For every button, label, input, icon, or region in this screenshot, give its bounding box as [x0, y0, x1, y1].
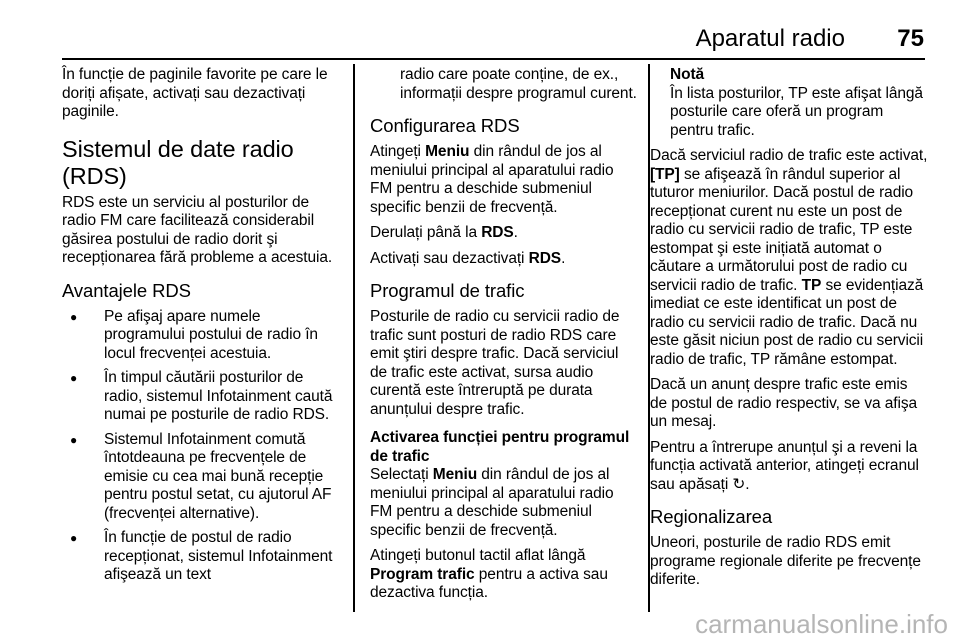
column-3 — [650, 66, 928, 597]
heading-traffic-program: Programul de trafic — [370, 280, 525, 301]
heading-rds: Sistemul de date radio (RDS) — [62, 135, 294, 189]
note-box — [650, 66, 928, 140]
list-item: ● Pe afişaj apare numele programului postului de radio în locul frecvenței acestuia. — [70, 307, 318, 362]
list-item: ● Sistemul Infotainment comută întotdeauna pe frecvențele de emisie cu cea mai bună recepție pentru postul setat, cu ajutorul AF (frecvenței alternative). — [70, 430, 332, 522]
heading-rds-config: Configurarea RDS — [370, 115, 520, 136]
watermark: carmanualsonline.info — [695, 609, 948, 639]
paragraph-scroll-rds: Derulați până la RDS. — [370, 224, 518, 241]
back-icon: ↻ — [732, 475, 746, 493]
note-text: În lista posturilor, TP este afişat lângă posturile care oferă un program pentru trafic. — [670, 84, 923, 139]
running-header-title: Aparatul radio — [695, 25, 845, 52]
header-rule — [62, 58, 925, 60]
paragraph-favourites: În funcție de paginile favorite pe care le doriți afișate, activați sau dezactivați paginile. — [62, 66, 328, 120]
bullet-icon: ● — [70, 309, 78, 324]
heading-rds-advantages: Avantajele RDS — [62, 279, 191, 301]
paragraph-traffic-announcement: Dacă un anunț despre trafic este emis de postul de radio respectiv, se va afişa un mesaj. — [650, 376, 918, 430]
note-title: Notă — [670, 66, 705, 83]
column-2 — [370, 66, 638, 610]
bullet-icon: ● — [70, 531, 78, 545]
paragraph-rds-intro: RDS este un serviciu al posturilor de radio FM care facilitează considerabil găsirea postului de radio dorit şi recepționarea fără probleme a acestuia. — [62, 193, 333, 266]
page-number: 75 — [897, 25, 924, 52]
rds-advantages-list — [62, 308, 344, 585]
paragraph-traffic-button: Atingeți butonul tactil aflat lângă Program trafic pentru a activa sau dezactiva funcția. — [370, 547, 608, 601]
paragraph-config-menu: Atingeți Meniu din rândul de jos al meniului principal al aparatului radio FM pentru a deschide submeniul specific benzii de frecvență. — [370, 143, 614, 216]
paragraph-interrupt-announcement: Pentru a întrerupe anunțul şi a reveni la funcția activată anterior, atingeți ecranul sau apăsați ↻. — [650, 438, 919, 493]
bullet-continuation: radio care poate conține, de ex., informații despre programul curent. — [400, 66, 637, 102]
bullet-icon: ● — [70, 371, 78, 385]
list-item: ● În timpul căutării posturilor de radio, sistemul Infotainment caută numai pe posturile de radio RDS. — [70, 369, 333, 423]
heading-activate-traffic: Activarea funcției pentru programul de trafic — [370, 429, 630, 465]
column-1 — [62, 66, 344, 591]
list-item: ● În funcție de postul de radio recepționat, sistemul Infotainment afişează un text — [70, 529, 333, 583]
paragraph-traffic-intro: Posturile de radio cu servicii radio de trafic sunt posturi de radio RDS care emit ştiri despre trafic. Dacă serviciul de trafic este activat, sursa audio curentă este întreruptă pe durata anunțului despre trafic. — [370, 308, 620, 418]
paragraph-regionalization: Uneori, posturile de radio RDS emit programe regionale diferite pe frecvențe diferite. — [650, 534, 921, 588]
heading-regionalization: Regionalizarea — [650, 506, 773, 527]
bullet-icon: ● — [70, 432, 78, 447]
paragraph-tp-active: Dacă serviciul radio de trafic este activat, [TP] se afişează în rândul superior al tuturor meniurilor. Dacă postul de radio recepționat curent nu este un post de radio cu servicii radio de trafic, TP este estompat şi este inițiată automat o căutare a următorului post de radio cu servicii radio de trafic. TP se evidențiază imediat ce este identificat un post de radio cu servicii radio de trafic. Dacă nu este găsit niciun post de radio cu servicii radio de trafic, TP rămâne estompat. — [650, 147, 928, 368]
paragraph-select-menu: Selectați Meniu din rândul de jos al meniului principal al aparatului radio FM pentru a deschide submeniul specific benzii de frecvență. — [370, 466, 614, 539]
paragraph-toggle-rds: Activați sau dezactivați RDS. — [370, 249, 566, 267]
column-divider-1 — [353, 64, 355, 612]
